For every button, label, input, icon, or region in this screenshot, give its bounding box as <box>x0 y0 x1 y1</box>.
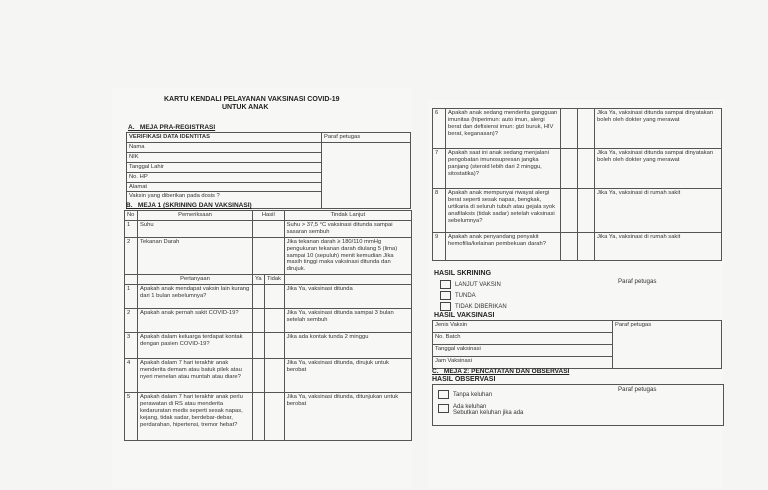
question-text: Apakah dalam 7 hari terakhir anak menderita demam atau batuk pilek atau nyeri menelan atau muntah atau diare? <box>138 359 253 393</box>
question-followup: Jika Ya, vaksinasi ditunda <box>284 285 411 309</box>
question-followup: Jika Ya, vaksinasi di rumah sakit <box>595 233 722 261</box>
suhu-label: Suhu <box>138 220 253 237</box>
right-sheet <box>428 100 723 488</box>
hasil-vaksinasi-title: HASIL VAKSINASI <box>434 312 495 319</box>
identity-row: No. HP <box>127 172 322 182</box>
question-text: Apakah dalam keluarga terdapat kontak dengan pasien COVID-19? <box>138 333 253 359</box>
checkbox[interactable] <box>440 291 451 300</box>
vaccination-table: Jenis Vaksin Paraf petugas No. Batch Tanggal vaksinasi Jam Vaksinasi <box>432 320 722 369</box>
question-text: Apakah anak mempunyai riwayat alergi berat seperti sesak napas, bengkak, urtikaria di seluruh tubuh atau gejala syok anafilaksis (tidak sadar) setelah vaksinasi sebelumnya? <box>446 189 561 233</box>
answer-tidak[interactable] <box>578 149 595 189</box>
checkbox[interactable] <box>438 390 449 399</box>
answer-tidak[interactable] <box>578 233 595 261</box>
answer-tidak[interactable] <box>578 109 595 149</box>
hasil-observasi-title: HASIL OBSERVASI <box>432 376 496 383</box>
card-title: KARTU KENDALI PELAYANAN VAKSINASI COVID-19 <box>164 96 340 103</box>
answer-ya[interactable] <box>253 285 265 309</box>
section-b-title: B. MEJA 1 (SKRINING DAN VAKSINASI) <box>126 202 252 209</box>
answer-ya[interactable] <box>253 393 265 441</box>
question-followup: Jika Ya, vaksinasi ditunda sampai 3 bulan setelah sembuh <box>284 309 411 333</box>
answer-tidak[interactable] <box>578 189 595 233</box>
checkbox[interactable] <box>440 280 451 289</box>
question-text: Apakah anak penyandang penyakit hemofilia/kelainan pembekuan darah? <box>446 233 561 261</box>
tekanan-followup: Jika tekanan darah ≥ 180/110 mmHg pengukuran tekanan darah diulang 5 (lima) sampai 10 (sepuluh) menit kemudian Jika masih tinggi maka vaksinasi ditunda dan dirujuk. <box>284 237 411 275</box>
answer-ya[interactable] <box>253 309 265 333</box>
col-tindak-lanjut: Tindak Lanjut <box>284 211 411 221</box>
identity-row: NIK <box>127 152 322 162</box>
tekanan-label: Tekanan Darah <box>138 237 253 275</box>
answer-ya[interactable] <box>253 359 265 393</box>
section-a-title: A. MEJA PRA-REGISTRASI <box>128 124 216 131</box>
identity-row: Alamat <box>127 182 322 192</box>
answer-tidak[interactable] <box>265 333 285 359</box>
identity-row: Tanggal Lahir <box>127 162 322 172</box>
paraf-header: Paraf petugas <box>322 133 411 143</box>
answer-tidak[interactable] <box>265 309 285 333</box>
answer-tidak[interactable] <box>265 393 285 441</box>
question-text: Apakah dalam 7 hari terakhir anak perlu perawatan di RS atau menderita kedaruratan medis seperti sesak napas, kejang, tidak sadar, berdebar-debar, perdarahan, hipertensi, tremor hebat? <box>138 393 253 441</box>
answer-tidak[interactable] <box>265 285 285 309</box>
answer-tidak[interactable] <box>265 359 285 393</box>
question-text: Apakah saat ini anak sedang menjalani pengobatan imunosupresan jangka panjang (steroid lebih dari 2 minggu, sitostatika)? <box>446 149 561 189</box>
screening-table: No Pemeriksaan Hasil Tindak Lanjut 1 Suhu Suhu > 37,5 °C vaksinasi ditunda sampai sasaran sembuh 2 Tekanan Darah Jika tekanan darah ≥ 180/110 mmHg pengukuran tekanan darah diulang 5 (lima) sampai 10 (sepuluh) menit kemudian Jika masih tinggi maka vaksinasi ditunda dan dirujuk. Pertanyaan Ya Tidak 1 Apakah anak mendapat vaksin lain kurang dari 1 bulan sebelumnya? Jika Ya, vaksinasi ditunda 2 Apakah anak pernah sakit COVID-19? Jika Ya, vaksinasi ditunda sampai 3 bulan setelah sembuh 3 Apakah dalam keluarga terdapat kontak dengan pasien COVID-19? Jika ada kontak tunda 2 minggu 4 Apakah dalam 7 hari terakhir anak menderita demam atau batuk pilek atau nyeri menelan atau muntah atau diare? Jika Ya, vaksinasi ditunda, dirujuk untuk berobat 5 Apakah dalam 7 hari terakhir anak perlu perawatan di RS atau menderita kedaruratan medis seperti sesak napas, kejang, tidak sadar, berdebar-debar, perdarahan, hipertensi, tremor hebat? Jika Ya, vaksinasi ditunda, ditunjukan untuk berobat <box>124 210 412 441</box>
paraf-vaksinasi: Paraf petugas <box>615 322 652 328</box>
answer-ya[interactable] <box>561 109 578 149</box>
col-pemeriksaan: Pemeriksaan <box>138 211 253 221</box>
col-no: No <box>125 211 138 221</box>
question-followup: Jika Ya, vaksinasi ditunda sampai dinyatakan boleh oleh dokter yang merawat <box>595 109 722 149</box>
question-text: Apakah anak pernah sakit COVID-19? <box>138 309 253 333</box>
answer-ya[interactable] <box>561 233 578 261</box>
identity-row: Vaksin yang diberikan pada dosis ? <box>127 192 322 209</box>
question-followup: Jika ada kontak tunda 2 minggu <box>284 333 411 359</box>
verification-header: VERIFIKASI DATA IDENTITAS <box>127 133 322 143</box>
paraf-cell[interactable] <box>322 142 411 209</box>
answer-ya[interactable] <box>561 189 578 233</box>
hasil-skrining-title: HASIL SKRINING <box>434 270 492 277</box>
tekanan-result[interactable] <box>253 237 285 275</box>
option-tanpa-keluhan[interactable]: Tanpa keluhan <box>438 390 492 399</box>
left-sheet <box>112 88 412 488</box>
option-lanjut-vaksin[interactable]: LANJUT VAKSIN <box>440 280 501 289</box>
answer-ya[interactable] <box>253 333 265 359</box>
option-ada-keluhan[interactable]: Ada keluhan Sebutkan keluhan jika ada <box>438 404 523 416</box>
question-followup: Jika Ya, vaksinasi ditunda sampai dinyatakan boleh oleh dokter yang merawat <box>595 149 722 189</box>
option-tidak-diberikan[interactable]: TIDAK DIBERIKAN <box>440 302 507 311</box>
section-c-title: C. MEJA 2: PENCATATAN DAN OBSERVASI <box>432 368 570 375</box>
col-ya: Ya <box>253 275 265 285</box>
paraf-observasi: Paraf petugas <box>618 386 657 393</box>
identity-row: Nama <box>127 142 322 152</box>
identity-table <box>126 132 411 209</box>
card-subtitle: UNTUK ANAK <box>222 104 269 111</box>
col-tidak: Tidak <box>265 275 285 285</box>
question-text: Apakah anak mendapat vaksin lain kurang dari 1 bulan sebelumnya? <box>138 285 253 309</box>
question-followup: Jika Ya, vaksinasi di rumah sakit <box>595 189 722 233</box>
checkbox[interactable] <box>438 404 449 413</box>
checkbox[interactable] <box>440 302 451 311</box>
question-followup: Jika Ya, vaksinasi ditunda, ditunjukan untuk berobat <box>284 393 411 441</box>
paraf-skrining: Paraf petugas <box>618 278 657 285</box>
col-hasil: Hasil <box>253 211 285 221</box>
suhu-result[interactable] <box>253 220 285 237</box>
suhu-followup: Suhu > 37,5 °C vaksinasi ditunda sampai sasaran sembuh <box>284 220 411 237</box>
col-pertanyaan: Pertanyaan <box>138 275 253 285</box>
option-tunda[interactable]: TUNDA <box>440 291 476 300</box>
answer-ya[interactable] <box>561 149 578 189</box>
question-followup: Jika Ya, vaksinasi ditunda, dirujuk untuk berobat <box>284 359 411 393</box>
question-text: Apakah anak sedang menderita gangguan imunitas (hiperimun: auto imun, alergi berat dan defisiensi imun: gizi buruk, HIV berat, keganasan)? <box>446 109 561 149</box>
screening-table-continued: 6 Apakah anak sedang menderita gangguan imunitas (hiperimun: auto imun, alergi berat dan defisiensi imun: gizi buruk, HIV berat, keganasan)? Jika Ya, vaksinasi ditunda sampai dinyatakan boleh oleh dokter yang merawat 7 Apakah saat ini anak sedang menjalani pengobatan imunosupresan jangka panjang (steroid lebih dari 2 minggu, sitostatika)? Jika Ya, vaksinasi ditunda sampai dinyatakan boleh oleh dokter yang merawat 8 Apakah anak mempunyai riwayat alergi berat seperti sesak napas, bengkak, urtikaria di seluruh tubuh atau gejala syok anafilaksis (tidak sadar) setelah vaksinasi sebelumnya? Jika Ya, vaksinasi di rumah sakit 9 Apakah anak penyandang penyakit hemofilia/kelainan pembekuan darah? Jika Ya, vaksinasi di rumah sakit <box>432 108 722 261</box>
